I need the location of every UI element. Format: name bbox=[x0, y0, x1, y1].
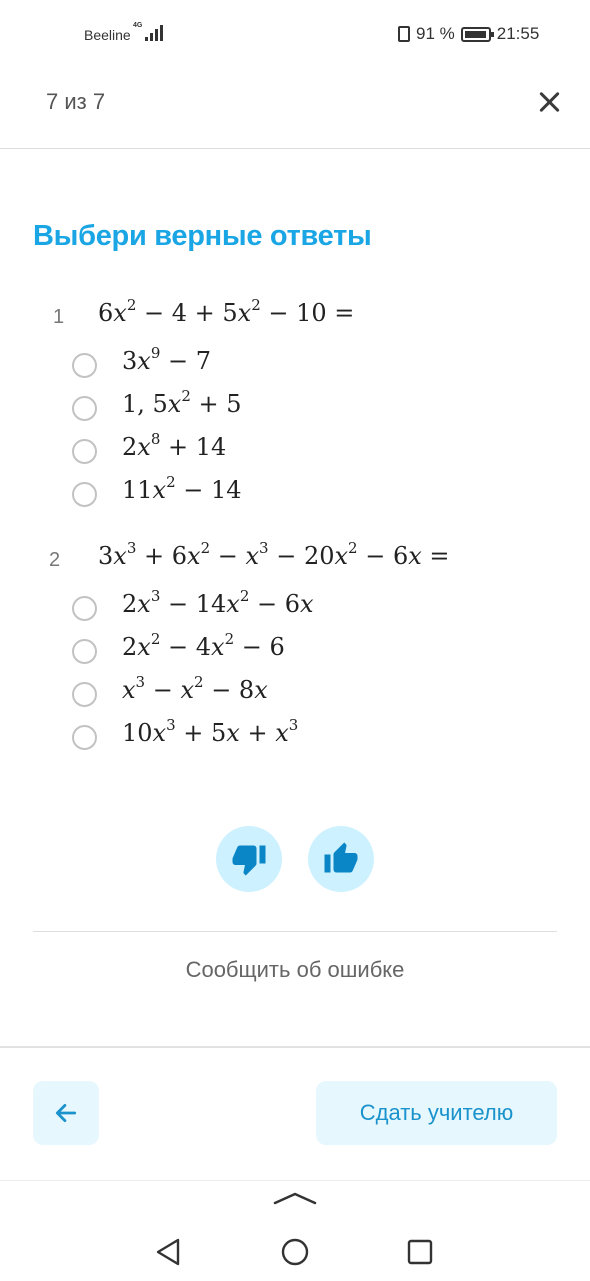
radio-button[interactable] bbox=[72, 439, 97, 464]
radio-button[interactable] bbox=[72, 482, 97, 507]
header bbox=[0, 62, 590, 149]
answer-option[interactable] bbox=[72, 344, 472, 384]
question-expression: $3x^3 + 6x^2 - x^3 - 20x^2 - 6x$ = bbox=[98, 539, 450, 570]
question-number: 2 bbox=[49, 549, 61, 571]
question-counter: 7 из 7 bbox=[46, 89, 106, 114]
divider bbox=[33, 931, 557, 932]
battery-percent: 91 % bbox=[416, 24, 455, 43]
clock: 21:55 bbox=[496, 24, 540, 43]
signal-icon bbox=[145, 24, 167, 41]
answer-option[interactable] bbox=[72, 387, 472, 427]
answer-option[interactable] bbox=[72, 473, 472, 513]
status-bar bbox=[0, 0, 590, 62]
radio-button[interactable] bbox=[72, 725, 97, 750]
option-label: $2x^8 + 14$ bbox=[122, 430, 227, 461]
question-expression: $6x^2 - 4 + 5x^2 - 10$ = bbox=[98, 296, 355, 327]
system-nav-bar bbox=[0, 1180, 590, 1281]
footer-divider bbox=[0, 1046, 590, 1048]
option-label: $2x^3 - 14x^2 - 6x$ bbox=[122, 587, 314, 618]
option-label: $2x^2 - 4x^2 - 6$ bbox=[122, 630, 285, 661]
answer-option[interactable] bbox=[72, 673, 472, 713]
status-right bbox=[398, 24, 539, 44]
carrier-name: Beeline bbox=[84, 27, 131, 43]
report-error-link[interactable]: Сообщить об ошибке bbox=[185, 957, 405, 982]
dislike-button[interactable] bbox=[216, 826, 282, 892]
back-button[interactable] bbox=[33, 1081, 99, 1145]
answer-option[interactable] bbox=[72, 630, 472, 670]
close-icon[interactable] bbox=[536, 88, 564, 116]
submit-to-teacher-button[interactable]: Сдать учителю bbox=[316, 1081, 557, 1145]
radio-button[interactable] bbox=[72, 682, 97, 707]
nav-back-icon[interactable] bbox=[154, 1237, 182, 1267]
network-type: 4G bbox=[133, 22, 143, 29]
option-label: $x^3 - x^2 - 8x$ bbox=[122, 673, 268, 704]
nav-recents-icon[interactable] bbox=[406, 1238, 434, 1266]
arrow-left-icon bbox=[53, 1100, 79, 1126]
radio-button[interactable] bbox=[72, 596, 97, 621]
option-label: $3x^9 - 7$ bbox=[122, 344, 212, 375]
option-label: $11x^2 - 14$ bbox=[122, 473, 242, 504]
answer-option[interactable] bbox=[72, 716, 472, 756]
battery-icon bbox=[461, 27, 491, 42]
answer-option[interactable] bbox=[72, 587, 472, 627]
page-title: Выбери верные ответы bbox=[33, 220, 372, 252]
chevron-up-icon[interactable] bbox=[273, 1191, 317, 1205]
like-button[interactable] bbox=[308, 826, 374, 892]
nav-home-icon[interactable] bbox=[280, 1237, 310, 1267]
option-label: $10x^3 + 5x + x^3$ bbox=[122, 716, 299, 747]
thumbs-up-icon bbox=[323, 841, 359, 877]
question-number: 1 bbox=[53, 306, 65, 328]
answer-option[interactable] bbox=[72, 430, 472, 470]
thumbs-down-icon bbox=[231, 841, 267, 877]
radio-button[interactable] bbox=[72, 353, 97, 378]
radio-button[interactable] bbox=[72, 639, 97, 664]
vibrate-icon bbox=[398, 26, 410, 42]
radio-button[interactable] bbox=[72, 396, 97, 421]
option-label: 1, $5x^2 + 5$ bbox=[122, 387, 242, 418]
